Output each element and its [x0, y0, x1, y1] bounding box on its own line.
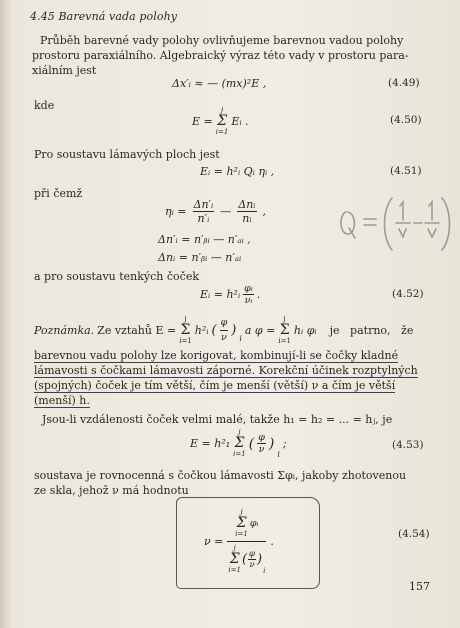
h-phi: hᵢ φᵢ — [293, 323, 317, 337]
sum-upper: j — [184, 315, 187, 323]
equation-number: (4.49) — [388, 77, 420, 89]
sigma: Σ — [217, 113, 227, 129]
subscript: i — [277, 450, 280, 459]
underlined-text: (menší) h. — [34, 394, 90, 407]
denominator: nᵢ — [242, 212, 252, 225]
semicolon: ; — [282, 437, 287, 450]
note-text: je patrno, že — [329, 323, 414, 337]
equation-4-52 — [200, 283, 260, 306]
sigma: Σ — [236, 515, 247, 531]
denominator: ν — [258, 444, 265, 455]
note-label: Poznámka. — [34, 323, 95, 337]
denominator: νᵢ — [244, 295, 253, 306]
paragraph-line: Průběh barevné vady polohy ovlivňujeme barevnou vadou polohy — [40, 34, 404, 47]
subscript: i — [239, 334, 242, 343]
sigma: Σ — [229, 551, 240, 567]
equation-4-54 — [204, 508, 274, 575]
sum-upper: j — [240, 508, 243, 516]
subscript: i — [263, 567, 266, 575]
numerator: φ — [249, 549, 255, 559]
paragraph-text: soustava je rovnocenná s čočkou lámavosti Σφᵢ, jakoby zhotovenou — [34, 469, 407, 482]
denominator: ν — [249, 560, 255, 570]
numerator — [227, 508, 266, 542]
paren-close: ) — [231, 322, 237, 338]
sum-lower: i=1 — [278, 337, 291, 345]
note-first-line — [34, 315, 413, 346]
eq-lhs: ν = — [204, 535, 224, 548]
underlined-text: (spojných) čoček je tím větší, čím je menší (větší) ν a čím je větší — [34, 379, 396, 392]
denominator: n′ᵢ — [197, 212, 210, 225]
equation-4-50 — [192, 106, 249, 137]
sum-lower: i=1 — [179, 337, 192, 345]
section-header: 4.45 Barevná vada polohy — [30, 10, 178, 23]
sum-upper: j — [238, 428, 241, 436]
sum-symbol — [233, 428, 246, 459]
underlined-text: lámavosti s čočkami lámavosti záporné. Korekční účinek rozptylných — [34, 364, 418, 377]
paren-open: ( — [248, 435, 255, 452]
note-line — [34, 349, 398, 363]
equation-eta — [165, 198, 266, 225]
fraction — [220, 316, 229, 345]
paragraph-line — [34, 469, 406, 483]
denominator: ν — [221, 332, 227, 343]
sum-symbol — [216, 106, 229, 137]
numerator: φᵢ — [244, 283, 253, 294]
numerator: φ — [220, 316, 229, 331]
equation-number: (4.52) — [392, 288, 424, 300]
paragraph-line: Jsou-li vzdálenosti čoček velmi malé, takže h₁ = h₂ = ... = hⱼ, je — [42, 413, 393, 426]
sum-lower: i=1 — [215, 128, 229, 136]
paragraph-line: prostoru paraxiálního. Algebraický výraz této vady v prostoru para- — [32, 49, 409, 62]
eq-lhs: E = — [192, 115, 213, 128]
page-number: 157 — [409, 580, 430, 593]
paren-close: ) — [257, 552, 263, 567]
sigma: Σ — [279, 322, 290, 338]
note-text: a φ = — [244, 323, 276, 337]
fraction — [248, 549, 256, 570]
sum-symbol — [179, 315, 192, 346]
equation-4-53 — [190, 428, 287, 459]
paren-open: ( — [211, 322, 217, 338]
big-fraction — [227, 508, 266, 575]
paragraph-line: xiálním jest — [32, 64, 97, 77]
eq-lhs: E = h²₁ — [190, 437, 231, 450]
sum-upper: j — [220, 106, 224, 114]
equation-number: (4.50) — [390, 114, 422, 126]
sum-lower: i=1 — [228, 566, 241, 574]
underlined-text: barevnou vadu polohy lze korigovat, kombinují-li se čočky kladné — [34, 349, 399, 362]
sum-symbol — [228, 544, 241, 575]
period: . — [270, 535, 274, 548]
fraction — [193, 198, 215, 225]
pencil-margin-note — [336, 192, 454, 254]
sum-upper: j — [283, 315, 286, 323]
sum-symbol — [235, 508, 248, 539]
sigma: Σ — [180, 322, 191, 338]
note-line — [34, 394, 90, 408]
equation-number: (4.54) — [398, 528, 430, 540]
equation-delta-n: Δnᵢ = n′ᵦᵢ — n′ₐᵢ — [158, 251, 242, 264]
numerator-term: φᵢ — [249, 518, 259, 529]
eq-lhs: Eᵢ = h²ᵢ — [200, 288, 241, 301]
comma: , — [262, 205, 267, 218]
equation-delta-n-prime: Δn′ᵢ = n′ᵦᵢ — n′ₐᵢ , — [158, 233, 251, 246]
note-line — [34, 364, 418, 378]
fraction — [257, 432, 266, 455]
sigma: Σ — [234, 435, 245, 451]
numerator: φ — [258, 432, 265, 443]
word-kde: kde — [34, 99, 55, 112]
equation-number: (4.53) — [392, 439, 424, 451]
h-squared: h²ᵢ — [194, 323, 209, 337]
period: . — [256, 288, 261, 301]
equation-number: (4.51) — [390, 165, 422, 177]
minus-sign: — — [220, 205, 232, 218]
eq-rhs: Eᵢ . — [231, 115, 249, 128]
sum-lower: i=1 — [233, 450, 246, 458]
sum-upper: j — [233, 544, 236, 552]
note-text: Ze vztahů E = — [97, 323, 177, 337]
eq-lhs: ηᵢ = — [165, 205, 187, 218]
note-line — [34, 379, 395, 393]
sum-symbol — [278, 315, 291, 346]
paragraph-line: Pro soustavu lámavých ploch jest — [34, 148, 220, 161]
equation-4-51: Eᵢ = h²ᵢ Qᵢ ηᵢ , — [200, 165, 275, 178]
fraction — [237, 198, 256, 225]
paren-open: ( — [241, 552, 248, 567]
paragraph-line: a pro soustavu tenkých čoček — [34, 270, 199, 283]
denominator — [227, 542, 266, 575]
fraction — [243, 283, 254, 306]
numerator: Δn′ᵢ — [193, 198, 214, 211]
paren-close: ) — [268, 435, 275, 452]
word-pri-cemz: při čemž — [34, 187, 83, 200]
sum-lower: i=1 — [235, 530, 248, 538]
paragraph-line: ze skla, jehož ν má hodnotu — [34, 484, 189, 497]
numerator: Δnᵢ — [238, 198, 256, 211]
equation-4-49: Δx′ᵢ ≈ — (mx)²E , — [172, 77, 267, 90]
